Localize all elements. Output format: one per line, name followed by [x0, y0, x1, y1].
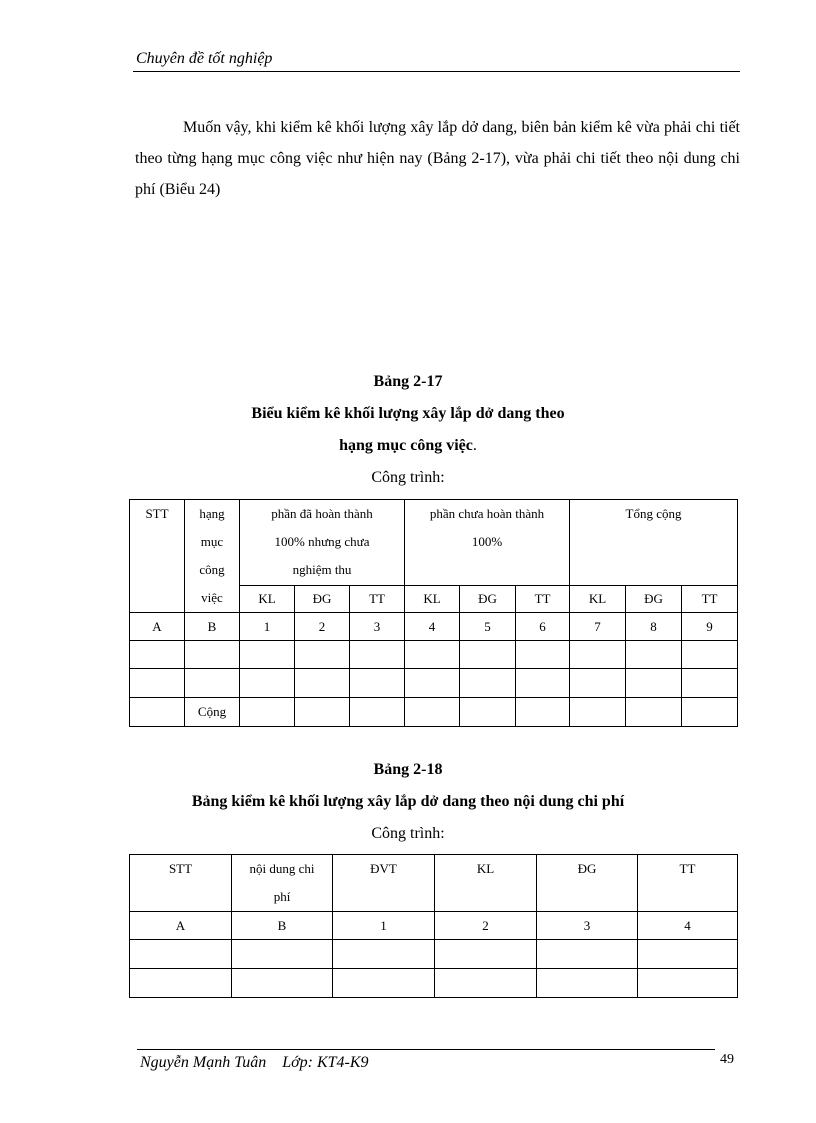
table-cell	[682, 669, 738, 698]
table-cell	[626, 698, 682, 727]
table-cell	[682, 698, 738, 727]
table1-title-end: .	[472, 437, 477, 454]
group-line: nghiệm thu	[292, 562, 352, 577]
table-cell	[405, 698, 460, 727]
table1-title-line2-wrap	[0, 437, 816, 455]
col-item-line: công	[199, 562, 225, 577]
col-content-line: nội dung chi	[249, 861, 315, 876]
header-rule	[133, 71, 740, 72]
table-header-row	[130, 500, 738, 586]
table-total-row	[130, 698, 738, 727]
intro-text: Muốn vậy, khi kiểm kê khối lượng xây lắp dở dang, biên bản kiểm kê vừa phải chi tiết theo từng hạng mục công việc như hiện nay (Bảng 2-17), vừa phải chi tiết theo nội dung chi phí (Biểu 24)	[135, 119, 740, 198]
table-header-row	[130, 855, 738, 912]
table-cell	[295, 669, 350, 698]
col-tt: TT	[638, 855, 738, 912]
footer-rule	[137, 1049, 715, 1050]
table-cell	[570, 669, 626, 698]
table-cell	[537, 940, 638, 969]
table-cell: A	[130, 613, 185, 641]
table-cell	[516, 669, 570, 698]
table-cell	[130, 698, 185, 727]
footer-author: Nguyễn Mạnh Tuân	[140, 1054, 267, 1071]
col-dvt: ĐVT	[333, 855, 435, 912]
table-row	[130, 940, 738, 969]
col-group-completed	[240, 500, 405, 586]
col-item-line: mục	[200, 534, 224, 549]
table-cell: 8	[626, 613, 682, 641]
col-kl: KL	[435, 855, 537, 912]
col-content	[232, 855, 333, 912]
table-row	[130, 969, 738, 998]
table-cell	[232, 940, 333, 969]
table-cell	[240, 641, 295, 669]
table-row	[130, 641, 738, 669]
table-cell	[232, 969, 333, 998]
group-line: 100% nhưng chưa	[274, 534, 370, 549]
table-cell	[405, 669, 460, 698]
table-cell	[333, 969, 435, 998]
table-cell: 4	[405, 613, 460, 641]
table-cell	[516, 641, 570, 669]
col-item-line: hạng	[199, 506, 225, 521]
sub-tt: TT	[350, 585, 405, 612]
footer-class: Lớp: KT4-K9	[282, 1054, 369, 1071]
sub-tt: TT	[516, 585, 570, 612]
table-cell	[405, 641, 460, 669]
table1-project: Công trình:	[371, 469, 445, 486]
table-cell: 2	[435, 912, 537, 940]
table2-title: Bảng kiểm kê khối lượng xây lắp dở dang theo nội dung chi phí	[191, 793, 625, 810]
table-cell	[435, 969, 537, 998]
table-cell	[638, 940, 738, 969]
table-row	[130, 613, 738, 641]
table-cell	[350, 698, 405, 727]
footer-text	[140, 1054, 369, 1072]
table-cell	[130, 969, 232, 998]
sub-kl: KL	[405, 585, 460, 612]
total-label: Cộng	[185, 698, 240, 727]
table2-project: Công trình:	[371, 825, 445, 842]
table-cell	[295, 641, 350, 669]
col-group-total: Tổng cộng	[570, 500, 738, 586]
table-cell	[435, 940, 537, 969]
table-cell	[130, 641, 185, 669]
table-cell	[350, 641, 405, 669]
table-cell	[626, 669, 682, 698]
table2-caption: Bảng 2-18	[373, 761, 443, 778]
table-cell	[350, 669, 405, 698]
table-row	[130, 669, 738, 698]
sub-kl: KL	[240, 585, 295, 612]
sub-kl: KL	[570, 585, 626, 612]
header-title: Chuyên đề tốt nghiệp	[136, 50, 273, 67]
table-cell: B	[232, 912, 333, 940]
table-cell: A	[130, 912, 232, 940]
table1-title-line2: hạng mục công việc	[339, 437, 473, 454]
sub-dg: ĐG	[460, 585, 516, 612]
table-cell	[240, 698, 295, 727]
group-line: phần đã hoàn thành	[271, 506, 373, 521]
table-cell	[570, 641, 626, 669]
sub-tt: TT	[682, 585, 738, 612]
group-line: phần chưa hoàn thành	[429, 506, 545, 521]
table-cell: 1	[333, 912, 435, 940]
table-cell	[185, 669, 240, 698]
table1-title-line1: Biểu kiểm kê khối lượng xây lắp dở dang theo	[251, 405, 565, 422]
table1-caption: Bảng 2-17	[373, 373, 443, 390]
table-cell: 3	[537, 912, 638, 940]
table-cell: 2	[295, 613, 350, 641]
table-cell	[333, 940, 435, 969]
table-cell	[570, 698, 626, 727]
table-cell	[295, 698, 350, 727]
table-cell	[185, 641, 240, 669]
sub-dg: ĐG	[295, 585, 350, 612]
table-cell	[460, 698, 516, 727]
col-item-line: việc	[201, 590, 223, 605]
table-cell	[130, 669, 185, 698]
table-cell	[682, 641, 738, 669]
col-group-incomplete	[405, 500, 570, 586]
table-cell	[516, 698, 570, 727]
col-dg: ĐG	[537, 855, 638, 912]
table-cell	[626, 641, 682, 669]
table-cell: 7	[570, 613, 626, 641]
table-cell: 4	[638, 912, 738, 940]
table-2-17	[129, 499, 738, 727]
sub-dg: ĐG	[626, 585, 682, 612]
table-cell: 5	[460, 613, 516, 641]
table-cell	[460, 669, 516, 698]
table-cell	[460, 641, 516, 669]
table-cell	[537, 969, 638, 998]
col-stt: STT	[130, 500, 185, 613]
table-cell: 6	[516, 613, 570, 641]
table-cell	[240, 669, 295, 698]
table-cell: B	[185, 613, 240, 641]
table-row	[130, 912, 738, 940]
table-cell: 3	[350, 613, 405, 641]
page-number: 49	[720, 1052, 734, 1067]
table-cell: 9	[682, 613, 738, 641]
intro-paragraph	[135, 112, 740, 205]
col-content-line: phí	[273, 889, 291, 904]
group-line: 100%	[471, 534, 503, 549]
table-2-18	[129, 854, 738, 998]
table-cell	[638, 969, 738, 998]
col-stt: STT	[130, 855, 232, 912]
table-cell	[130, 940, 232, 969]
table-cell: 1	[240, 613, 295, 641]
col-item	[185, 500, 240, 613]
